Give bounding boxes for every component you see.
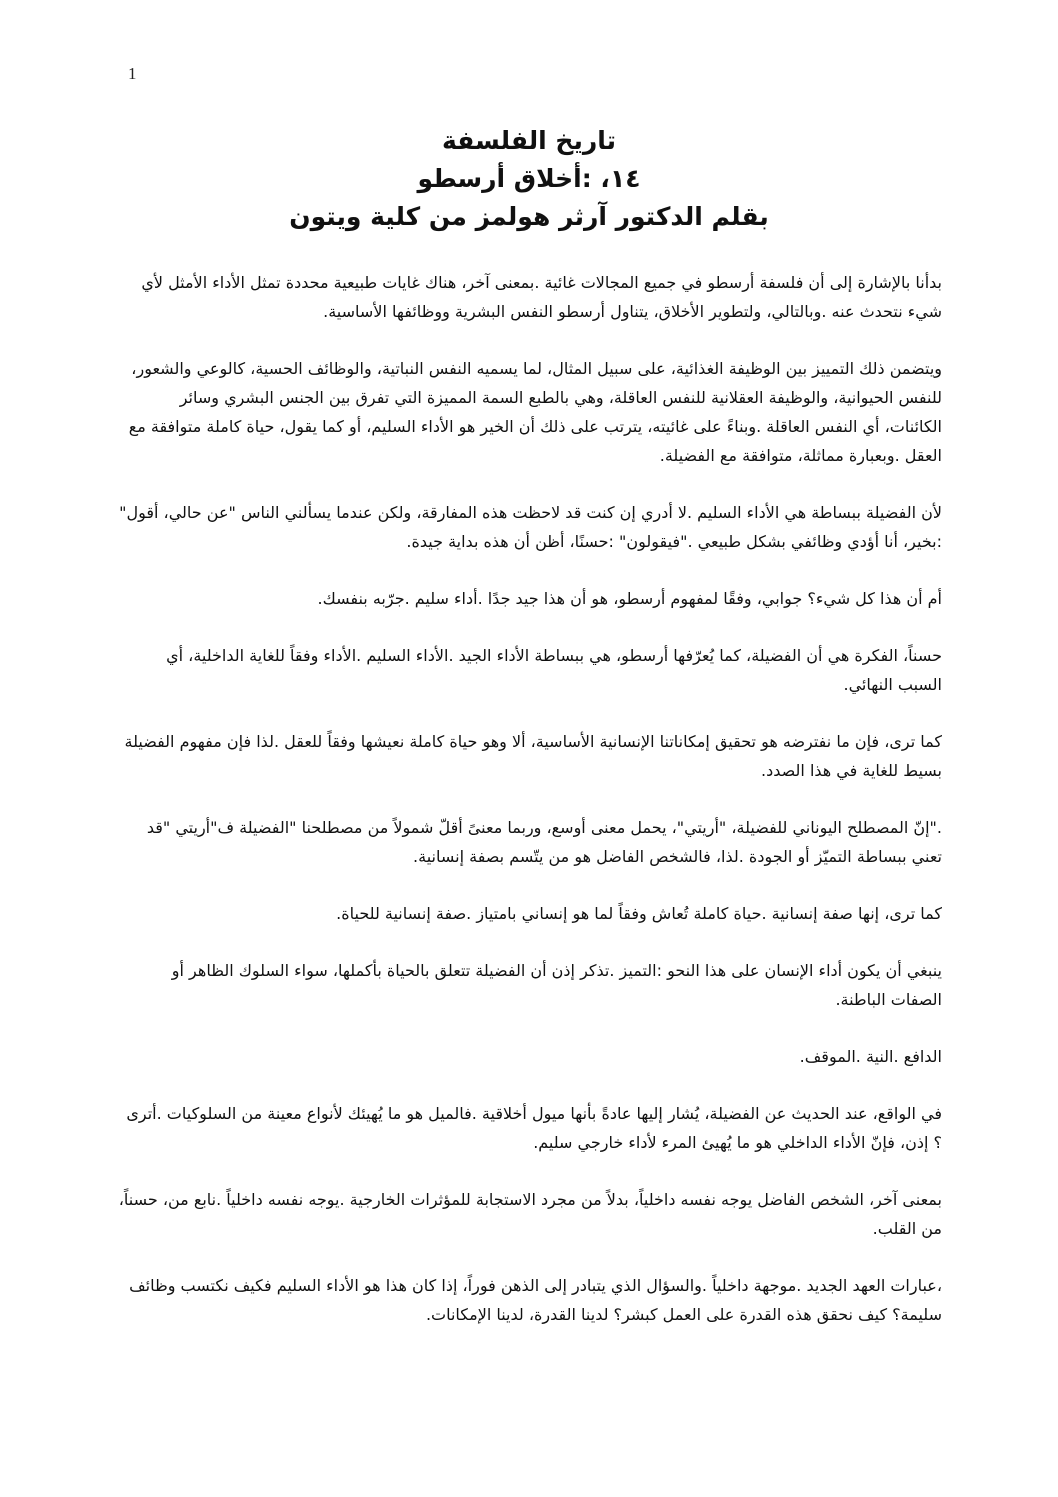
body-paragraph-6: كما ترى، فإن ما نفترضه هو تحقيق إمكاناتنا الإنسانية الأساسية، ألا وهو حياة كاملة نعيشها وفقاً للعقل .لذا فإن مفهوم الفضيلة بسيط للغاية في هذا الصدد.	[124, 732, 942, 780]
document-subtitle: ١٤، :أخلاق أرسطو	[417, 164, 641, 193]
document-body	[118, 268, 942, 1357]
body-paragraph-4: أم أن هذا كل شيء؟ جوابي، وفقًا لمفهوم أرسطو، هو أن هذا جيد جدًا .أداء سليم .جرّبه بنفسك.	[317, 589, 942, 608]
body-paragraph-13: ،عبارات العهد الجديد .موجهة داخلياً .والسؤال الذي يتبادر إلى الذهن فوراً، إذا كان هذا هو الأداء السليم فكيف نكتسب وظائف سليمة؟ كيف نحقق هذه القدرة على العمل كبشر؟ لدينا القدرة، لدينا الإمكانات.	[129, 1276, 942, 1324]
body-paragraph-3: لأن الفضيلة ببساطة هي الأداء السليم .لا أدري إن كنت قد لاحظت هذه المفارقة، ولكن عندما يسألني الناس "عن حالي، أقول" :بخير، أنا أؤدي وظائفي بشكل طبيعي ."فيقولون" :حسنًا، أظن أن هذه بداية جيدة.	[119, 503, 942, 551]
body-paragraph-5: حسناً، الفكرة هي أن الفضيلة، كما يُعرّفها أرسطو، هي ببساطة الأداء الجيد .الأداء السليم .الأداء وفقاً للغاية الداخلية، أي السبب النهائي.	[166, 646, 942, 694]
body-paragraph-10: الدافع .النية .الموقف.	[799, 1047, 942, 1066]
body-paragraph-12: بمعنى آخر، الشخص الفاضل يوجه نفسه داخلياً، بدلاً من مجرد الاستجابة للمؤثرات الخارجية .يوجه نفسه داخلياً .نابع من، حسناً، من القلب.	[118, 1190, 942, 1238]
body-paragraph-11: في الواقع، عند الحديث عن الفضيلة، يُشار إليها عادةً بأنها ميول أخلاقية .فالميل هو ما يُهيئك لأنواع معينة من السلوكيات .أترى ؟ إذن، فإنّ الأداء الداخلي هو ما يُهيئ المرء لأداء خارجي سليم.	[126, 1104, 942, 1152]
document-byline: بقلم الدكتور آرثر هولمز من كلية ويتون	[289, 202, 769, 231]
body-paragraph-2: ويتضمن ذلك التمييز بين الوظيفة الغذائية، على سبيل المثال، لما يسميه النفس النباتية، والوظائف الحسية، كالوعي والشعور، للنفس الحيوانية، والوظيفة العقلانية للنفس العاقلة، وهي بالطبع السمة المميزة التي تفرق بين الجنس البشري وسائر الكائنات، أي النفس العاقلة .وبناءً على غائيته، يترتب على ذلك أن الخير هو الأداء السليم، أو كما يقول، حياة كاملة متوافقة مع العقل .وبعبارة مماثلة، متوافقة مع الفضيلة.	[128, 359, 942, 465]
page-number: 1	[128, 64, 137, 83]
body-paragraph-1: بدأنا بالإشارة إلى أن فلسفة أرسطو في جميع المجالات غائية .بمعنى آخر، هناك غايات طبيعية محددة تمثل الأداء الأمثل لأي شيء نتحدث عنه .وبالتالي، ولتطوير الأخلاق، يتناول أرسطو النفس البشرية ووظائفها الأساسية.	[141, 273, 942, 321]
body-paragraph-7: ."إنّ المصطلح اليوناني للفضيلة، "أريتي"، يحمل معنى أوسع، وربما معنىً أقلّ شمولاً من مصطلحنا "الفضيلة ف"أريتي "قد تعني ببساطة التميّز أو الجودة .لذا، فالشخص الفاضل هو من يتّسم بصفة إنسانية.	[146, 818, 942, 866]
document-title: تاريخ الفلسفة	[441, 126, 617, 155]
document-header	[120, 122, 938, 236]
body-paragraph-9: ينبغي أن يكون أداء الإنسان على هذا النحو :التميز .تذكر إذن أن الفضيلة تتعلق بالحياة بأكملها، سواء السلوك الظاهر أو الصفات الباطنة.	[171, 961, 942, 1009]
body-paragraph-8: كما ترى، إنها صفة إنسانية .حياة كاملة تُعاش وفقاً لما هو إنساني بامتياز .صفة إنسانية للحياة.	[336, 904, 942, 923]
